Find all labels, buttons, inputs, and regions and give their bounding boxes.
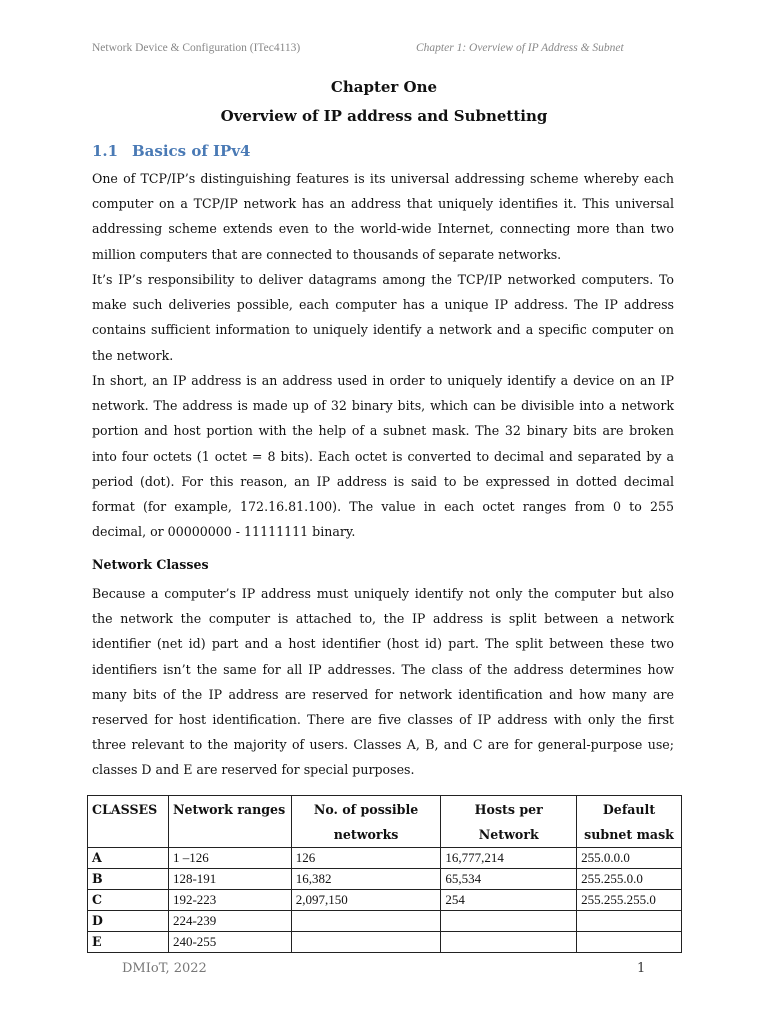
header-course: Network Device & Configuration (ITec4113) — [92, 42, 301, 54]
table-cell: 65,534 — [441, 869, 577, 890]
table-cell — [441, 932, 577, 953]
table-cell: 254 — [441, 890, 577, 911]
footer-institution: DMIoT, 2022 — [122, 961, 207, 976]
table-cell: 128-191 — [168, 869, 291, 890]
table-row — [88, 932, 682, 953]
table-cell: 255.255.0.0 — [577, 869, 682, 890]
table-cell: B — [88, 869, 169, 890]
header-cell: CLASSES — [88, 796, 169, 848]
ip-classes-table — [87, 795, 682, 953]
header-chapter: Chapter 1: Overview of IP Address & Subnet — [416, 42, 624, 54]
page-number: 1 — [637, 961, 646, 976]
table-row — [88, 911, 682, 932]
table-cell: C — [88, 890, 169, 911]
section-title: Basics of IPv4 — [132, 142, 251, 160]
table-cell — [291, 911, 441, 932]
table-cell: 16,382 — [291, 869, 441, 890]
table-cell: E — [88, 932, 169, 953]
paragraph-2: It’s IP’s responsibility to deliver datagrams among the TCP/IP networked computers. To make such deliveries possible, each computer has a unique IP address. The IP address contains sufficient information to uniquely identify a network and a specific computer on the network. — [92, 272, 674, 363]
table-cell: 240-255 — [168, 932, 291, 953]
table-cell: 126 — [291, 848, 441, 869]
paragraph-3: In short, an IP address is an address used in order to uniquely identify a device on an IP network. The address is made up of 32 binary bits, which can be divisible into a network portion and host portion with the help of a subnet mask. The 32 binary bits are broken into four octets (1 octet = 8 bits). Each octet is converted to decimal and separated by a period (dot). For this reason, an IP address is said to be expressed in dotted decimal format (for example, 172.16.81.100). The value in each octet ranges from 0 to 255 decimal, or 00000000 - 11111111 binary. — [92, 373, 674, 540]
table-cell — [577, 911, 682, 932]
chapter-title: Chapter One — [330, 78, 438, 96]
section-number: 1.1 — [92, 142, 119, 160]
header-cell: Network ranges — [168, 796, 291, 848]
table-cell: 16,777,214 — [441, 848, 577, 869]
table-cell — [441, 911, 577, 932]
table-cell — [577, 932, 682, 953]
header-cell: Default subnet mask — [577, 796, 682, 848]
table-row — [88, 869, 682, 890]
table-cell: 192-223 — [168, 890, 291, 911]
table-row — [88, 890, 682, 911]
network-classes-heading: Network Classes — [92, 557, 209, 572]
table-cell: 255.0.0.0 — [577, 848, 682, 869]
table-cell: 1 –126 — [168, 848, 291, 869]
table-cell: 2,097,150 — [291, 890, 441, 911]
table-cell — [291, 932, 441, 953]
chapter-subtitle: Overview of IP address and Subnetting — [220, 107, 548, 125]
section-heading — [92, 142, 250, 160]
header-cell: Hosts per Network — [441, 796, 577, 848]
table-cell: A — [88, 848, 169, 869]
table-row — [88, 848, 682, 869]
header-cell: No. of possible networks — [291, 796, 441, 848]
table-cell: 255.255.255.0 — [577, 890, 682, 911]
paragraph-4: Because a computer’s IP address must uniquely identify not only the computer but also the network the computer is attached to, the IP address is split between a network identifier (net id) part and a host identifier (host id) part. The split between these two identifiers isn’t the same for all IP addresses. The class of the address determines how many bits of the IP address are reserved for network identification and how many are reserved for host identification. There are five classes of IP address with only the first three relevant to the majority of users. Classes A, B, and C are for general-purpose use; classes D and E are reserved for special purposes. — [92, 586, 674, 778]
table-header-row — [88, 796, 682, 848]
table-cell: 224-239 — [168, 911, 291, 932]
paragraph-1: One of TCP/IP’s distinguishing features is its universal addressing scheme whereby each computer on a TCP/IP network has an address that uniquely identifies it. This universal addressing scheme extends even to the world-wide Internet, connecting more than two million computers that are connected to thousands of separate networks. — [92, 171, 674, 262]
table-cell: D — [88, 911, 169, 932]
